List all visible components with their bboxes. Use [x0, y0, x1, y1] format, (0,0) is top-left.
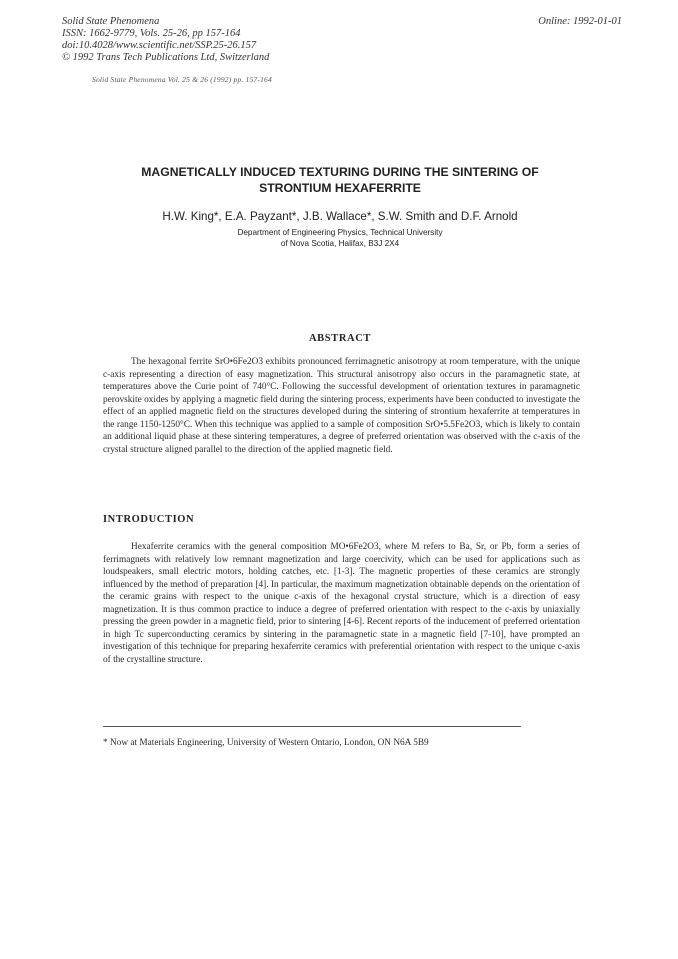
online-date: Online: 1992-01-01: [538, 16, 622, 27]
footnote: * Now at Materials Engineering, University of Western Ontario, London, ON N6A 5B9: [103, 738, 429, 748]
abstract-text: The hexagonal ferrite SrO•6Fe2O3 exhibits pronounced ferrimagnetic anisotropy at room temperature, with the unique c-axis representing a direction of easy magnetization. This structural anisotropy also occurs in the paramagnetic state, at temperatures above the Curie point of 740°C. Following the successful development of orientation textures in paramagnetic perovskite oxides by applying a magnetic field during the sintering process, experiments have been conducted to investigate the effect of an applied magnetic field on the structures developed during the sintering of strontium hexaferrite at temperatures in the range 1150-1250°C. When this technique was applied to a sample of composition SrO•5.5Fe2O3, which is likely to contain an additional liquid phase at these sintering temperatures, a degree of preferred orientation was observed with the c-axis of the crystal structure aligned parallel to the direction of the applied magnetic field.: [103, 357, 580, 455]
affiliation-line-1: Department of Engineering Physics, Technical University: [237, 228, 443, 237]
footnote-divider: [103, 726, 521, 727]
title-line-2: STRONTIUM HEXAFERRITE: [259, 181, 421, 195]
paper-title: [60, 164, 620, 196]
publication-header: [62, 16, 269, 64]
authors: H.W. King*, E.A. Payzant*, J.B. Wallace*, S.W. Smith and D.F. Arnold: [162, 210, 518, 223]
title-line-1: MAGNETICALLY INDUCED TEXTURING DURING THE SINTERING OF: [141, 165, 539, 179]
journal-name: Solid State Phenomena: [62, 16, 160, 27]
affiliation: [60, 227, 620, 249]
running-head: Solid State Phenomena Vol. 25 & 26 (1992) pp. 157-164: [92, 75, 272, 84]
abstract-body: [103, 356, 580, 456]
abstract-heading: ABSTRACT: [309, 333, 371, 344]
introduction-heading: INTRODUCTION: [103, 514, 195, 525]
doi-line: doi:10.4028/www.scientific.net/SSP.25-26.157: [62, 40, 257, 51]
introduction-body: [103, 541, 580, 666]
copyright-line: © 1992 Trans Tech Publications Ltd, Switzerland: [62, 52, 270, 63]
introduction-text: Hexaferrite ceramics with the general composition MO•6Fe2O3, where M refers to Ba, Sr, or Pb, form a series of ferrimagnets with relatively low remnant magnetization and large coercivity, which can be used for applications such as loudspeakers, small electric motors, holding catches, etc. [1-3]. The magnetic properties of these ceramics are strongly influenced by the method of preparation [4]. In particular, the maximum magnetization obtainable depends on the orientation of the ceramic grains with respect to the unique c-axis of the hexagonal crystal structure, which is a direction of easy magnetization. It is thus common practice to induce a degree of preferred orientation with respect to the c-axis by uniaxially pressing the green powder in a magnetic field, prior to sintering [4-6]. Recent reports of the inducement of preferred orientation in high Tc superconducting ceramics by sintering in the paramagnetic state in a magnetic field [7-10], have prompted an investigation of this technique for preparing hexaferrite ceramics with preferential orientation with respect to the unique c-axis of the crystalline structure.: [103, 542, 580, 665]
affiliation-line-2: of Nova Scotia, Halifax, B3J 2X4: [280, 239, 400, 248]
issn-line: ISSN: 1662-9779, Vols. 25-26, pp 157-164: [62, 28, 241, 39]
